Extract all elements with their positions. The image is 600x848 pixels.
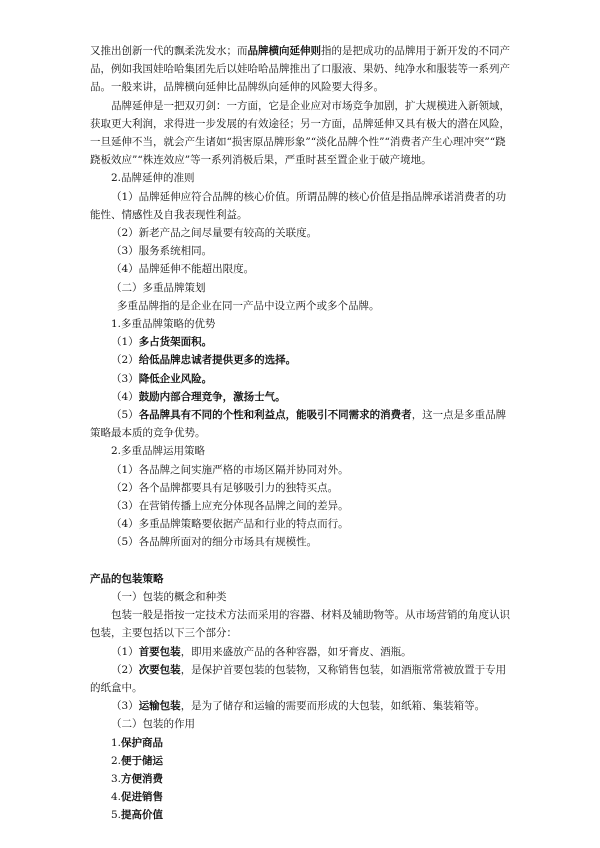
text-span: 又推出创新一代的飘柔洗发水；而	[90, 45, 248, 57]
packaging-concept-text: 包装一般是指按一定技术方法而采用的容器、材料及辅助物等。从市场营销的角度认识包装，主要包括以下三个部分：	[90, 609, 510, 640]
item-number: 1.	[111, 736, 122, 749]
advantage-item-2	[90, 351, 515, 369]
advantage-text: 多占货架面积。	[138, 336, 213, 349]
multi-brand-definition: 多重品牌指的是企业在同一产品中设立两个或多个品牌。	[117, 299, 380, 312]
section-title-packaging: 产品的包装策略	[90, 572, 164, 585]
item-number: （4）	[111, 390, 139, 403]
advantage-item-5	[90, 406, 515, 442]
function-text: 促进销售	[121, 791, 164, 804]
function-text: 保护商品	[121, 736, 164, 749]
text-span: 指的是把成功的品牌用于新开发的不同产品，例如我国娃哈哈集团先后以娃哈哈品牌推出了口服液、果奶、纯净水和服装等一系列产品。一般来讲，品牌横向延伸比品牌纵向延伸的风险要大得多。	[90, 45, 510, 94]
item-number: 3.	[111, 772, 122, 785]
advantage-text: 鼓励内部合理竞争，激扬士气。	[138, 390, 286, 403]
item-number: 4.	[111, 791, 122, 804]
function-item-3	[90, 770, 515, 788]
principle-item-1: （1）品牌延伸应符合品牌的核心价值。所谓品牌的核心价值是指品牌承诺消费者的功能性、情感性及自我表现性利益。	[90, 190, 507, 221]
bold-term-horizontal-extension: 品牌横向延伸则	[247, 45, 321, 57]
usage-item-3: （3）在营销传播上应充分体现各品牌之间的差异。	[111, 500, 349, 513]
function-item-5	[90, 806, 515, 824]
item-number: 5.	[111, 809, 122, 822]
paragraph-brand-horizontal-extension	[90, 42, 515, 97]
bold-term: 次要包装	[138, 663, 181, 676]
function-text: 提高价值	[121, 809, 164, 822]
subheading-packaging-concept: （一）包装的概念和种类	[111, 590, 227, 603]
subheading-multi-brand-usage: 2.多重品牌运用策略	[111, 445, 206, 458]
usage-item-2: （2）各个品牌都要具有足够吸引力的独特买点。	[111, 481, 339, 494]
bold-term: 运输包装	[138, 700, 181, 713]
subheading-multi-brand-advantages: 1.多重品牌策略的优势	[111, 318, 216, 331]
text-span: ，是为了储存和运输的需要而形成的大包装，如纸箱、集装箱等。	[180, 700, 486, 713]
principle-item-4: （4）品牌延伸不能超出限度。	[111, 263, 255, 276]
function-item-2	[90, 752, 515, 770]
text-span: ，即用来盛放产品的各种容器，如牙膏皮、酒瓶。	[180, 645, 412, 658]
item-number: （3）	[111, 700, 139, 713]
packaging-part-3	[90, 697, 515, 715]
advantage-text: 降低企业风险。	[138, 372, 213, 385]
usage-item-4: （4）多重品牌策略要依据产品和行业的特点而行。	[111, 518, 349, 531]
item-number: 2.	[111, 754, 122, 767]
usage-item-5: （5）各品牌所面对的细分市场具有规模性。	[111, 536, 318, 549]
item-number: （5）	[111, 409, 139, 422]
usage-item-1: （1）各品牌之间实施严格的市场区隔并协同对外。	[111, 463, 349, 476]
advantage-item-3	[90, 370, 515, 388]
text-span: ，这一点是多重品牌策略最本质的竞争优势。	[90, 409, 507, 440]
item-number: （2）	[111, 354, 139, 367]
text-span: ，是保护首要包装的包装物，又称销售包装，如酒瓶常常被放置于专用的纸盒中。	[90, 663, 507, 694]
advantage-item-4	[90, 388, 515, 406]
section-heading-extension-principles: 2.品牌延伸的准则	[111, 172, 195, 185]
item-number: （3）	[111, 372, 139, 385]
section-heading-multi-brand: （二）多重品牌策划	[111, 281, 206, 294]
document-page	[90, 42, 515, 825]
principle-item-2: （2）新老产品之间尽量要有较高的关联度。	[111, 227, 318, 240]
bold-term: 首要包装	[138, 645, 181, 658]
item-number: （1）	[111, 336, 139, 349]
principle-item-3: （3）服务系统相同。	[111, 245, 213, 258]
item-number: （1）	[111, 645, 139, 658]
advantage-item-1	[90, 333, 515, 351]
subheading-packaging-functions: （二）包装的作用	[111, 718, 195, 731]
function-text: 方便消费	[121, 772, 164, 785]
function-item-4	[90, 788, 515, 806]
advantage-text: 各品牌具有不同的个性和利益点，能吸引不同需求的消费者	[138, 409, 412, 422]
paragraph-double-edged-sword: 品牌延伸是一把双刃剑：一方面，它是企业应对市场竞争加剧，扩大规模进入新领域，获取更大利润，求得进一步发展的有效途径；另一方面，品牌延伸又具有极大的潜在风险，一旦延伸不当，就会产生诸如“损害原品牌形象”“淡化品牌个性”“消费者产生心理冲突”“跷跷板效应”“株连效应”等一系列消极后果，严重时甚至置企业于破产境地。	[90, 99, 510, 167]
function-text: 便于储运	[121, 754, 164, 767]
function-item-1	[90, 734, 515, 752]
packaging-part-1	[90, 643, 515, 661]
item-number: （2）	[111, 663, 139, 676]
packaging-part-2	[90, 661, 515, 697]
advantage-text: 给低品牌忠诚者提供更多的选择。	[138, 354, 297, 367]
section-spacer	[90, 552, 515, 570]
